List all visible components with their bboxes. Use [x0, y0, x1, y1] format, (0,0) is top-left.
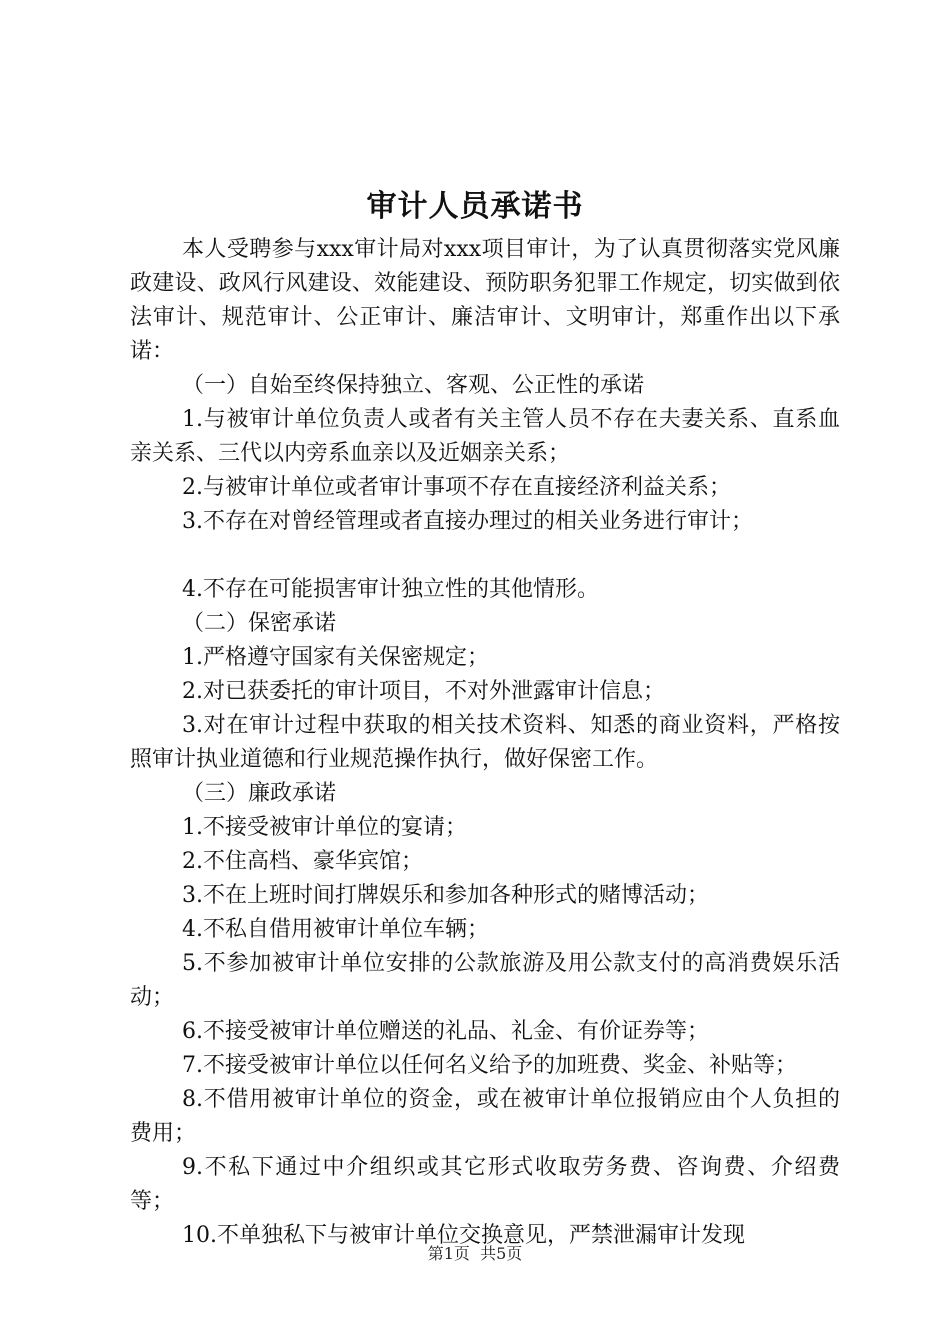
list-item: 4.不私自借用被审计单位车辆；	[182, 917, 489, 942]
page-footer	[0, 1244, 950, 1264]
section-heading-integrity: （三）廉政承诺	[182, 781, 337, 806]
list-item: 5.不参加被审计单位安排的公款旅游及用公款支付的高消费娱乐活动；	[130, 951, 840, 1010]
list-item: 3.不在上班时间打牌娱乐和参加各种形式的赌博活动；	[182, 883, 709, 908]
list-item: 7.不接受被审计单位以任何名义给予的加班费、奖金、补贴等；	[182, 1053, 797, 1078]
list-item: 8.不借用被审计单位的资金，或在被审计单位报销应由个人负担的费用；	[130, 1087, 840, 1146]
list-item: 3.不存在对曾经管理或者直接办理过的相关业务进行审计；	[182, 509, 753, 534]
section-heading-independence: （一）自始至终保持独立、客观、公正性的承诺	[182, 373, 645, 398]
list-item: 4.不存在可能损害审计独立性的其他情形。	[182, 577, 599, 602]
list-item: 2.对已获委托的审计项目，不对外泄露审计信息；	[182, 679, 665, 704]
list-item: 1.不接受被审计单位的宴请；	[182, 815, 467, 840]
document-title: 审计人员承诺书	[366, 189, 584, 224]
list-item: 6.不接受被审计单位赠送的礼品、礼金、有价证券等；	[182, 1019, 709, 1044]
list-item: 1.与被审计单位负责人或者有关主管人员不存在夫妻关系、直系血亲关系、三代以内旁系血亲以及近姻亲关系；	[130, 407, 840, 466]
section-heading-confidentiality: （二）保密承诺	[182, 611, 337, 636]
list-item: 10.不单独私下与被审计单位交换意见，严禁泄漏审计发现	[182, 1223, 745, 1248]
intro-paragraph: 本人受聘参与xxx审计局对xxx项目审计，为了认真贯彻落实党风廉政建设、政风行风建设、效能建设、预防职务犯罪工作规定，切实做到依法审计、规范审计、公正审计、廉洁审计、文明审计，郑重作出以下承诺：	[130, 237, 840, 364]
document-body	[130, 233, 840, 1253]
list-item: 9.不私下通过中介组织或其它形式收取劳务费、咨询费、介绍费等；	[130, 1155, 840, 1214]
list-item: 1.严格遵守国家有关保密规定；	[182, 645, 489, 670]
page-number-label: 第1页 共5页	[427, 1244, 523, 1263]
list-item: 2.与被审计单位或者审计事项不存在直接经济利益关系；	[182, 475, 731, 500]
list-item: 3.对在审计过程中获取的相关技术资料、知悉的商业资料，严格按照审计执业道德和行业规范操作执行，做好保密工作。	[130, 713, 840, 772]
list-item: 2.不住高档、豪华宾馆；	[182, 849, 423, 874]
